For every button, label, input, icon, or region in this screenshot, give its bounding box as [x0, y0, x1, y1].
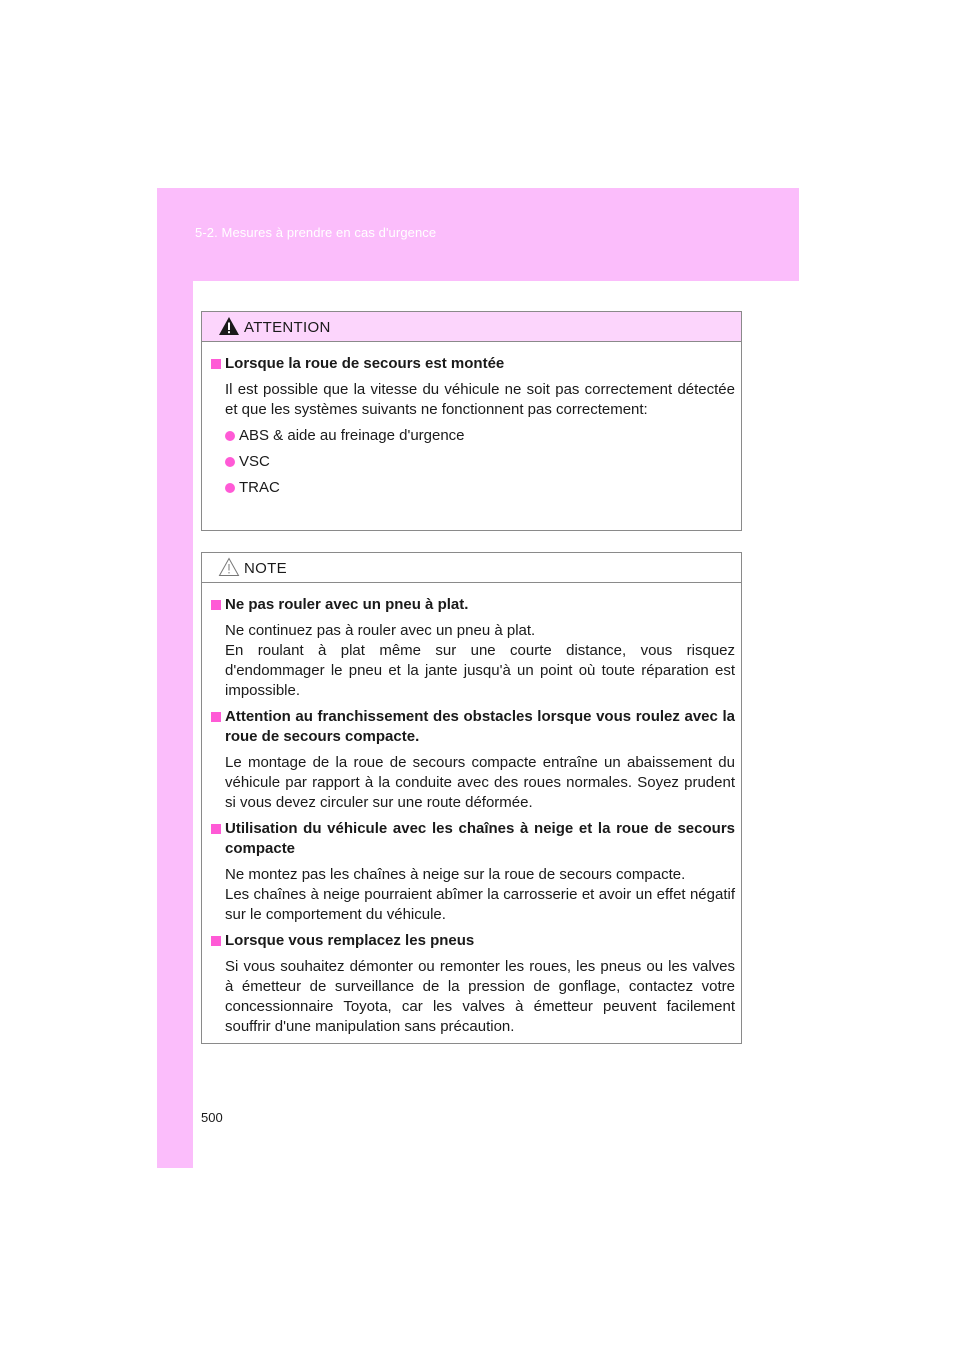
page-number: 500 — [201, 1110, 223, 1125]
note-item-heading: Attention au franchissement des obstacles lorsque vous roulez avec la roue de secours compacte. — [211, 707, 735, 747]
warning-box — [201, 311, 742, 531]
note-item-heading: Ne pas rouler avec un pneu à plat. — [211, 595, 735, 615]
square-bullet-icon — [211, 824, 221, 834]
note-box-header — [202, 553, 741, 583]
note-body — [202, 583, 741, 1037]
warning-bullet: VSC — [211, 452, 735, 472]
square-bullet-icon — [211, 359, 221, 369]
circle-bullet-icon — [225, 457, 235, 467]
section-header: 5-2. Mesures à prendre en cas d'urgence — [195, 225, 437, 240]
square-bullet-icon — [211, 600, 221, 610]
note-box — [201, 552, 742, 1044]
square-bullet-icon — [211, 936, 221, 946]
note-item-text: Si vous souhaitez démonter ou remonter les roues, les pneus ou les valves à émetteur de surveillance de la pression de gonflage, contactez votre concessionnaire Toyota, car les valves à émetteur peuvent facilement souffrir d'une manipulation sans précaution. — [225, 958, 735, 1035]
circle-bullet-icon — [225, 431, 235, 441]
note-title: NOTE — [244, 560, 287, 577]
warning-triangle-icon — [218, 316, 240, 336]
warning-bullet: ABS & aide au freinage d'urgence — [211, 426, 735, 446]
warning-bullet: TRAC — [211, 478, 735, 498]
circle-bullet-icon — [225, 483, 235, 493]
square-bullet-icon — [211, 712, 221, 722]
warning-box-header — [202, 312, 741, 342]
warning-item-heading: Lorsque la roue de secours est montée — [211, 354, 735, 374]
note-item-heading: Lorsque vous remplacez les pneus — [211, 931, 735, 951]
warning-title: ATTENTION — [244, 319, 331, 336]
warning-item-text: Il est possible que la vitesse du véhicule ne soit pas correctement détectée et que les systèmes suivants ne fonctionnent pas correctement: — [225, 381, 735, 418]
caution-outline-icon — [218, 557, 240, 577]
note-item-heading: Utilisation du véhicule avec les chaînes à neige et la roue de secours compacte — [211, 819, 735, 859]
note-item-text: Ne montez pas les chaînes à neige sur la roue de secours compacte. Les chaînes à neige pourraient abîmer la carrosserie et avoir un effet négatif sur le comportement du véhicule. — [225, 866, 735, 923]
side-band — [157, 281, 193, 1168]
warning-body — [202, 342, 741, 498]
note-item-text: Ne continuez pas à rouler avec un pneu à plat. En roulant à plat même sur une courte distance, vous risquez d'endommager le pneu et la jante jusqu'à un point où toute réparation est impossible. — [225, 622, 735, 699]
note-item-text: Le montage de la roue de secours compacte entraîne un abaissement du véhicule par rapport à la conduite avec des roues normales. Soyez prudent si vous devez circuler sur une route déformée. — [225, 754, 735, 811]
